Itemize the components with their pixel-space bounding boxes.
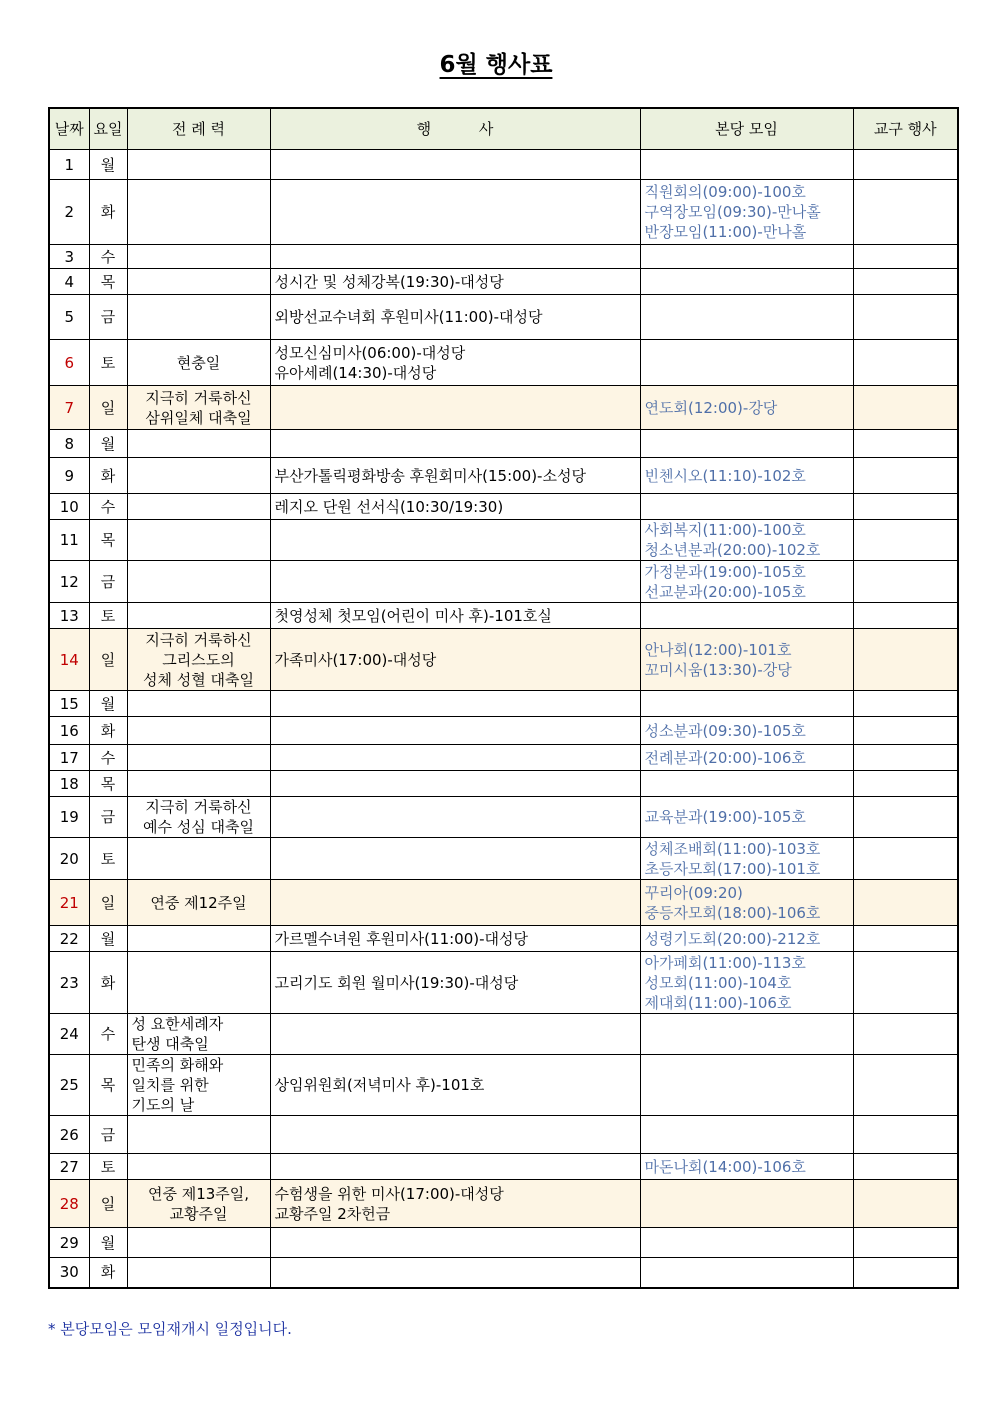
table-header-row xyxy=(49,108,958,150)
event-cell xyxy=(270,520,640,561)
table-row xyxy=(49,295,958,340)
date-cell: 2 xyxy=(49,180,89,245)
schedule-table xyxy=(48,107,959,1289)
parish-meeting-cell xyxy=(640,797,853,838)
page-title: 6월 행사표 xyxy=(439,52,553,78)
meetings-line: 선교분과(20:00)-105호 xyxy=(644,582,806,601)
parish-meeting-cell xyxy=(640,180,853,245)
events-line: 상임위원회(저녁미사 후)-101호 xyxy=(274,1076,485,1094)
header-liturgy: 전 례 력 xyxy=(127,108,270,150)
liturgy-line: 민족의 화해와 xyxy=(131,1056,224,1074)
parish-meeting-cell xyxy=(640,1154,853,1180)
meetings-line: 성소분과(09:30)-105호 xyxy=(644,721,806,740)
weekday-cell: 목 xyxy=(89,1055,127,1116)
diocese-event-cell xyxy=(853,494,958,520)
event-cell xyxy=(270,561,640,603)
parish-meeting-cell xyxy=(640,717,853,745)
diocese-event-cell xyxy=(853,340,958,386)
parish-meeting-cell xyxy=(640,629,853,691)
meetings-line: 아가페회(11:00)-113호 xyxy=(644,953,806,972)
liturgy-cell xyxy=(127,245,270,269)
liturgy-cell xyxy=(127,1014,270,1055)
event-cell xyxy=(270,1116,640,1154)
weekday-cell: 월 xyxy=(89,150,127,180)
meetings-line: 성체조배회(11:00)-103호 xyxy=(644,839,821,858)
diocese-event-cell xyxy=(853,717,958,745)
weekday-cell: 목 xyxy=(89,520,127,561)
events-line: 성시간 및 성체강복(19:30)-대성당 xyxy=(274,272,504,291)
liturgy-line: 연중 제13주일, xyxy=(147,1184,250,1203)
table-row xyxy=(49,150,958,180)
events-line: 유아세례(14:30)-대성당 xyxy=(274,363,437,382)
liturgy-cell xyxy=(127,269,270,295)
event-cell xyxy=(270,1180,640,1228)
parish-meeting-cell xyxy=(640,520,853,561)
meetings-line: 청소년분과(20:00)-102호 xyxy=(644,541,821,559)
weekday-cell: 토 xyxy=(89,1154,127,1180)
liturgy-cell xyxy=(127,180,270,245)
header-events: 행 사 xyxy=(270,108,640,150)
events-line: 가족미사(17:00)-대성당 xyxy=(274,650,437,669)
parish-meeting-cell xyxy=(640,603,853,629)
table-row xyxy=(49,745,958,771)
liturgy-line: 성 요한세례자 xyxy=(131,1015,224,1033)
liturgy-line: 삼위일체 대축일 xyxy=(145,408,252,427)
liturgy-line: 연중 제12주일 xyxy=(150,893,247,912)
parish-meeting-cell xyxy=(640,838,853,880)
liturgy-cell xyxy=(127,494,270,520)
table-row xyxy=(49,880,958,926)
liturgy-cell xyxy=(127,771,270,797)
event-cell xyxy=(270,745,640,771)
liturgy-line: 지극히 거룩하신 xyxy=(145,388,252,407)
table-row xyxy=(49,691,958,717)
diocese-event-cell xyxy=(853,1228,958,1258)
weekday-cell: 일 xyxy=(89,386,127,430)
parish-meeting-cell xyxy=(640,1258,853,1288)
footnote: * 본당모임은 모임재개시 일정입니다. xyxy=(48,1320,292,1338)
liturgy-line: 기도의 날 xyxy=(131,1096,195,1114)
date-cell: 1 xyxy=(49,150,89,180)
event-cell xyxy=(270,1014,640,1055)
meetings-line: 마돈나회(14:00)-106호 xyxy=(644,1157,806,1176)
weekday-cell: 목 xyxy=(89,269,127,295)
events-line: 교황주일 2차헌금 xyxy=(274,1204,391,1223)
header-parish-meetings: 본당 모임 xyxy=(640,108,853,150)
date-cell: 5 xyxy=(49,295,89,340)
liturgy-cell xyxy=(127,1180,270,1228)
diocese-event-cell xyxy=(853,771,958,797)
table-row xyxy=(49,629,958,691)
liturgy-line: 그리스도의 xyxy=(162,650,235,669)
diocese-event-cell xyxy=(853,245,958,269)
liturgy-cell xyxy=(127,1154,270,1180)
parish-meeting-cell xyxy=(640,494,853,520)
diocese-event-cell xyxy=(853,430,958,458)
date-cell: 16 xyxy=(49,717,89,745)
date-cell: 4 xyxy=(49,269,89,295)
date-cell: 6 xyxy=(49,340,89,386)
liturgy-cell xyxy=(127,150,270,180)
table-row xyxy=(49,603,958,629)
event-cell xyxy=(270,295,640,340)
events-line: 고리기도 회원 월미사(19:30)-대성당 xyxy=(274,973,519,992)
meetings-line: 성모회(11:00)-104호 xyxy=(644,973,792,992)
date-cell: 17 xyxy=(49,745,89,771)
event-cell xyxy=(270,458,640,494)
weekday-cell: 월 xyxy=(89,1228,127,1258)
event-cell xyxy=(270,430,640,458)
header-date: 날짜 xyxy=(49,108,89,150)
liturgy-line: 지극히 거룩하신 xyxy=(145,798,252,816)
table-row xyxy=(49,386,958,430)
meetings-line: 직원회의(09:00)-100호 xyxy=(644,183,806,201)
weekday-cell: 화 xyxy=(89,952,127,1014)
meetings-line: 안나회(12:00)-101호 xyxy=(644,640,792,659)
event-cell xyxy=(270,245,640,269)
parish-meeting-cell xyxy=(640,386,853,430)
date-cell: 18 xyxy=(49,771,89,797)
date-cell: 22 xyxy=(49,926,89,952)
weekday-cell: 토 xyxy=(89,838,127,880)
liturgy-line: 일치를 위한 xyxy=(131,1076,209,1094)
event-cell xyxy=(270,1258,640,1288)
weekday-cell: 금 xyxy=(89,561,127,603)
diocese-event-cell xyxy=(853,1180,958,1228)
table-row xyxy=(49,1258,958,1288)
events-line: 외방선교수녀회 후원미사(11:00)-대성당 xyxy=(274,308,543,326)
weekday-cell: 화 xyxy=(89,1258,127,1288)
parish-meeting-cell xyxy=(640,1055,853,1116)
diocese-event-cell xyxy=(853,691,958,717)
parish-meeting-cell xyxy=(640,340,853,386)
diocese-event-cell xyxy=(853,880,958,926)
date-cell: 30 xyxy=(49,1258,89,1288)
parish-meeting-cell xyxy=(640,1228,853,1258)
weekday-cell: 금 xyxy=(89,797,127,838)
liturgy-cell xyxy=(127,745,270,771)
meetings-line: 초등자모회(17:00)-101호 xyxy=(644,859,821,878)
date-cell: 23 xyxy=(49,952,89,1014)
meetings-line: 가정분과(19:00)-105호 xyxy=(644,562,806,581)
diocese-event-cell xyxy=(853,1154,958,1180)
date-cell: 26 xyxy=(49,1116,89,1154)
date-cell: 9 xyxy=(49,458,89,494)
weekday-cell: 금 xyxy=(89,1116,127,1154)
meetings-line: 꼬미시움(13:30)-강당 xyxy=(644,660,792,679)
liturgy-cell xyxy=(127,1055,270,1116)
date-cell: 19 xyxy=(49,797,89,838)
table-row xyxy=(49,520,958,561)
date-cell: 29 xyxy=(49,1228,89,1258)
diocese-event-cell xyxy=(853,386,958,430)
liturgy-cell xyxy=(127,926,270,952)
parish-meeting-cell xyxy=(640,745,853,771)
parish-meeting-cell xyxy=(640,1180,853,1228)
date-cell: 24 xyxy=(49,1014,89,1055)
table-row xyxy=(49,269,958,295)
meetings-line: 반장모임(11:00)-만나홀 xyxy=(644,223,807,241)
liturgy-line: 지극히 거룩하신 xyxy=(145,630,252,649)
weekday-cell: 토 xyxy=(89,340,127,386)
weekday-cell: 월 xyxy=(89,691,127,717)
events-line: 가르멜수녀원 후원미사(11:00)-대성당 xyxy=(274,929,528,948)
weekday-cell: 화 xyxy=(89,458,127,494)
diocese-event-cell xyxy=(853,458,958,494)
parish-meeting-cell xyxy=(640,926,853,952)
diocese-event-cell xyxy=(853,520,958,561)
parish-meeting-cell xyxy=(640,295,853,340)
meetings-line: 성령기도회(20:00)-212호 xyxy=(644,929,821,948)
diocese-event-cell xyxy=(853,1258,958,1288)
events-line: 첫영성체 첫모임(어린이 미사 후)-101호실 xyxy=(274,606,552,625)
diocese-event-cell xyxy=(853,561,958,603)
event-cell xyxy=(270,603,640,629)
liturgy-cell xyxy=(127,717,270,745)
table-row xyxy=(49,494,958,520)
date-cell: 28 xyxy=(49,1180,89,1228)
date-cell: 10 xyxy=(49,494,89,520)
weekday-cell: 토 xyxy=(89,603,127,629)
liturgy-line: 현충일 xyxy=(176,353,221,372)
event-cell xyxy=(270,269,640,295)
table-row xyxy=(49,1180,958,1228)
event-cell xyxy=(270,797,640,838)
diocese-event-cell xyxy=(853,952,958,1014)
event-cell xyxy=(270,771,640,797)
table-row xyxy=(49,1154,958,1180)
table-row xyxy=(49,771,958,797)
date-cell: 11 xyxy=(49,520,89,561)
diocese-event-cell xyxy=(853,1014,958,1055)
weekday-cell: 목 xyxy=(89,771,127,797)
event-cell xyxy=(270,1228,640,1258)
table-row xyxy=(49,952,958,1014)
parish-meeting-cell xyxy=(640,771,853,797)
liturgy-cell xyxy=(127,295,270,340)
table-row xyxy=(49,797,958,838)
meetings-line: 구역장모임(09:30)-만나홀 xyxy=(644,203,821,221)
parish-meeting-cell xyxy=(640,1014,853,1055)
weekday-cell: 금 xyxy=(89,295,127,340)
liturgy-cell xyxy=(127,691,270,717)
diocese-event-cell xyxy=(853,838,958,880)
diocese-event-cell xyxy=(853,180,958,245)
event-cell xyxy=(270,1154,640,1180)
table-row xyxy=(49,180,958,245)
table-row xyxy=(49,926,958,952)
liturgy-cell xyxy=(127,880,270,926)
table-row xyxy=(49,838,958,880)
diocese-event-cell xyxy=(853,797,958,838)
date-cell: 21 xyxy=(49,880,89,926)
diocese-event-cell xyxy=(853,150,958,180)
meetings-line: 빈첸시오(11:10)-102호 xyxy=(644,466,806,485)
liturgy-cell xyxy=(127,520,270,561)
liturgy-cell xyxy=(127,561,270,603)
liturgy-line: 성체 성혈 대축일 xyxy=(143,670,254,689)
table-row xyxy=(49,340,958,386)
table-row xyxy=(49,458,958,494)
date-cell: 8 xyxy=(49,430,89,458)
liturgy-cell xyxy=(127,603,270,629)
date-cell: 27 xyxy=(49,1154,89,1180)
weekday-cell: 수 xyxy=(89,494,127,520)
diocese-event-cell xyxy=(853,295,958,340)
date-cell: 14 xyxy=(49,629,89,691)
weekday-cell: 월 xyxy=(89,430,127,458)
event-cell xyxy=(270,952,640,1014)
diocese-event-cell xyxy=(853,629,958,691)
date-cell: 13 xyxy=(49,603,89,629)
liturgy-cell xyxy=(127,386,270,430)
parish-meeting-cell xyxy=(640,245,853,269)
header-day: 요일 xyxy=(89,108,127,150)
event-cell xyxy=(270,494,640,520)
date-cell: 7 xyxy=(49,386,89,430)
table-row xyxy=(49,430,958,458)
weekday-cell: 화 xyxy=(89,717,127,745)
liturgy-cell xyxy=(127,340,270,386)
parish-meeting-cell xyxy=(640,952,853,1014)
schedule-body xyxy=(49,150,958,1288)
table-row xyxy=(49,561,958,603)
meetings-line: 교육분과(19:00)-105호 xyxy=(644,808,806,826)
weekday-cell: 수 xyxy=(89,1014,127,1055)
diocese-event-cell xyxy=(853,603,958,629)
liturgy-cell xyxy=(127,1116,270,1154)
weekday-cell: 수 xyxy=(89,245,127,269)
liturgy-cell xyxy=(127,797,270,838)
liturgy-cell xyxy=(127,458,270,494)
weekday-cell: 일 xyxy=(89,1180,127,1228)
diocese-event-cell xyxy=(853,1116,958,1154)
table-row xyxy=(49,1228,958,1258)
liturgy-cell xyxy=(127,629,270,691)
diocese-event-cell xyxy=(853,926,958,952)
liturgy-cell xyxy=(127,1228,270,1258)
table-row xyxy=(49,1055,958,1116)
table-row xyxy=(49,1116,958,1154)
weekday-cell: 일 xyxy=(89,629,127,691)
diocese-event-cell xyxy=(853,1055,958,1116)
parish-meeting-cell xyxy=(640,691,853,717)
parish-meeting-cell xyxy=(640,561,853,603)
date-cell: 3 xyxy=(49,245,89,269)
liturgy-cell xyxy=(127,430,270,458)
meetings-line: 중등자모회(18:00)-106호 xyxy=(644,903,821,922)
weekday-cell: 수 xyxy=(89,745,127,771)
liturgy-line: 교황주일 xyxy=(169,1204,228,1223)
meetings-line: 연도회(12:00)-강당 xyxy=(644,398,778,417)
meetings-line: 제대회(11:00)-106호 xyxy=(644,993,792,1012)
liturgy-cell xyxy=(127,838,270,880)
header-diocese-events: 교구 행사 xyxy=(853,108,958,150)
diocese-event-cell xyxy=(853,745,958,771)
date-cell: 20 xyxy=(49,838,89,880)
date-cell: 12 xyxy=(49,561,89,603)
diocese-event-cell xyxy=(853,269,958,295)
meetings-line: 사회복지(11:00)-100호 xyxy=(644,521,806,539)
date-cell: 25 xyxy=(49,1055,89,1116)
liturgy-line: 탄생 대축일 xyxy=(131,1035,209,1053)
event-cell xyxy=(270,629,640,691)
table-row xyxy=(49,1014,958,1055)
meetings-line: 꾸리아(09:20) xyxy=(644,883,743,902)
liturgy-line: 예수 성심 대축일 xyxy=(143,818,254,836)
event-cell xyxy=(270,717,640,745)
meetings-line: 전례분과(20:00)-106호 xyxy=(644,748,806,767)
date-cell: 15 xyxy=(49,691,89,717)
events-line: 성모신심미사(06:00)-대성당 xyxy=(274,343,466,362)
event-cell xyxy=(270,926,640,952)
parish-meeting-cell xyxy=(640,880,853,926)
parish-meeting-cell xyxy=(640,430,853,458)
table-row xyxy=(49,717,958,745)
weekday-cell: 월 xyxy=(89,926,127,952)
event-cell xyxy=(270,180,640,245)
parish-meeting-cell xyxy=(640,150,853,180)
event-cell xyxy=(270,880,640,926)
event-cell xyxy=(270,150,640,180)
parish-meeting-cell xyxy=(640,1116,853,1154)
event-cell xyxy=(270,1055,640,1116)
events-line: 부산가톨릭평화방송 후원회미사(15:00)-소성당 xyxy=(274,466,586,485)
table-row xyxy=(49,245,958,269)
event-cell xyxy=(270,340,640,386)
liturgy-cell xyxy=(127,1258,270,1288)
weekday-cell: 화 xyxy=(89,180,127,245)
event-cell xyxy=(270,386,640,430)
event-cell xyxy=(270,691,640,717)
weekday-cell: 일 xyxy=(89,880,127,926)
event-cell xyxy=(270,838,640,880)
events-line: 레지오 단원 선서식(10:30/19:30) xyxy=(274,497,504,516)
liturgy-cell xyxy=(127,952,270,1014)
events-line: 수험생을 위한 미사(17:00)-대성당 xyxy=(274,1184,504,1203)
parish-meeting-cell xyxy=(640,269,853,295)
parish-meeting-cell xyxy=(640,458,853,494)
